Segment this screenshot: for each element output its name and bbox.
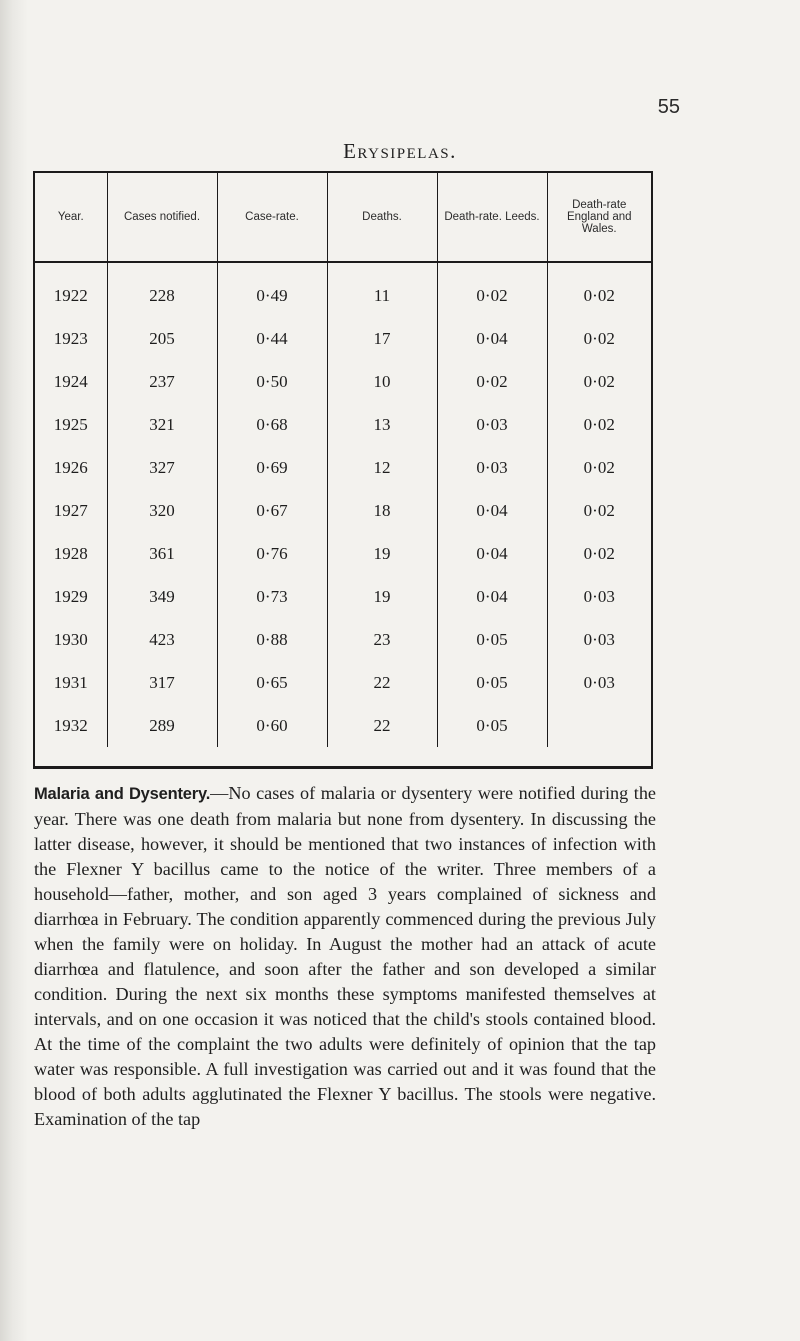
header-death-rate-leeds: Death-rate. Leeds. xyxy=(437,173,547,262)
cell-year: 1929 xyxy=(35,575,107,618)
cell-death-rate-leeds: 0·03 xyxy=(437,403,547,446)
cell-deaths: 17 xyxy=(327,317,437,360)
table-row xyxy=(35,661,651,704)
table-row xyxy=(35,317,651,360)
table-row xyxy=(35,704,651,747)
cell-death-rate-leeds: 0·05 xyxy=(437,704,547,747)
cell-cases: 205 xyxy=(107,317,217,360)
cell-death-rate-england-wales xyxy=(547,704,651,747)
cell-deaths: 22 xyxy=(327,661,437,704)
cell-death-rate-leeds: 0·04 xyxy=(437,575,547,618)
header-case-rate: Case-rate. xyxy=(217,173,327,262)
header-cases-notified: Cases notified. xyxy=(107,173,217,262)
header-death-rate-england-wales: Death-rate England and Wales. xyxy=(547,173,651,262)
section-text: —No cases of malaria or dysentery were notified during the year. There was one death from malaria but none from dysentery. In discussing the latter disease, however, it should be mentioned that two instances of infection with the Flexner Y bacillus came to the notice of the writer. Three members of a household—father, mother, and son aged 3 years complained of sickness and diarrhœa in February. The condition apparently commenced during the previous July when the family were on holiday. In August the mother had an attack of acute diarrhœa and flatulence, and soon after the father and son developed a similar condition. During the next six months these symptoms manifested themselves at intervals, and on one occasion it was noticed that the child's stools contained blood. At the time of the complaint the two adults were definitely of opinion that the tap water was responsible. A full investigation was carried out and it was found that the blood of both adults agglutinated the Flexner Y bacillus. The stools were negative. Examination of the tap xyxy=(34,783,656,1129)
cell-year: 1930 xyxy=(35,618,107,661)
cell-cases: 349 xyxy=(107,575,217,618)
table-row xyxy=(35,360,651,403)
cell-year: 1924 xyxy=(35,360,107,403)
cell-cases: 327 xyxy=(107,446,217,489)
cell-death-rate-leeds: 0·02 xyxy=(437,360,547,403)
cell-cases: 289 xyxy=(107,704,217,747)
cell-deaths: 12 xyxy=(327,446,437,489)
cell-cases: 317 xyxy=(107,661,217,704)
cell-deaths: 19 xyxy=(327,575,437,618)
cell-deaths: 13 xyxy=(327,403,437,446)
cell-cases: 320 xyxy=(107,489,217,532)
body-paragraph xyxy=(34,781,656,1132)
paragraph xyxy=(34,781,656,1132)
cell-death-rate-leeds: 0·03 xyxy=(437,446,547,489)
table-row xyxy=(35,489,651,532)
cell-case-rate: 0·67 xyxy=(217,489,327,532)
table-row xyxy=(35,403,651,446)
cell-cases: 237 xyxy=(107,360,217,403)
cell-death-rate-england-wales: 0·02 xyxy=(583,414,615,434)
cell-death-rate-england-wales: 0·02 xyxy=(583,285,615,305)
cell-deaths: 19 xyxy=(327,532,437,575)
table-title: Erysipelas. xyxy=(343,139,457,163)
cell-case-rate: 0·69 xyxy=(217,446,327,489)
cell-cases: 423 xyxy=(107,618,217,661)
header-deaths: Deaths. xyxy=(327,173,437,262)
cell-death-rate-england-wales: 0·02 xyxy=(583,457,615,477)
erysipelas-table xyxy=(33,171,653,769)
cell-case-rate: 0·49 xyxy=(217,262,327,317)
cell-case-rate: 0·73 xyxy=(217,575,327,618)
cell-case-rate: 0·65 xyxy=(217,661,327,704)
cell-case-rate: 0·60 xyxy=(217,704,327,747)
cell-death-rate-england-wales: 0·03 xyxy=(583,672,615,692)
cell-death-rate-england-wales: 0·02 xyxy=(583,371,615,391)
cell-case-rate: 0·76 xyxy=(217,532,327,575)
header-year: Year. xyxy=(35,173,107,262)
cell-death-rate-leeds: 0·05 xyxy=(437,618,547,661)
cell-year: 1927 xyxy=(35,489,107,532)
page-number: 55 xyxy=(657,96,680,118)
data-table xyxy=(35,173,651,747)
section-heading: Malaria and Dysentery. xyxy=(34,785,211,803)
cell-death-rate-england-wales: 0·03 xyxy=(583,629,615,649)
cell-cases: 321 xyxy=(107,403,217,446)
table-row xyxy=(35,262,651,317)
cell-death-rate-england-wales: 0·02 xyxy=(583,543,615,563)
cell-deaths: 11 xyxy=(327,262,437,317)
table-row xyxy=(35,532,651,575)
table-row xyxy=(35,618,651,661)
cell-case-rate: 0·44 xyxy=(217,317,327,360)
cell-death-rate-england-wales: 0·02 xyxy=(583,500,615,520)
cell-death-rate-england-wales: 0·03 xyxy=(583,586,615,606)
cell-death-rate-leeds: 0·05 xyxy=(437,661,547,704)
cell-case-rate: 0·68 xyxy=(217,403,327,446)
table-row xyxy=(35,575,651,618)
cell-deaths: 18 xyxy=(327,489,437,532)
cell-year: 1932 xyxy=(35,704,107,747)
cell-death-rate-england-wales: 0·02 xyxy=(583,328,615,348)
cell-deaths: 23 xyxy=(327,618,437,661)
cell-year: 1928 xyxy=(35,532,107,575)
cell-case-rate: 0·50 xyxy=(217,360,327,403)
cell-year: 1922 xyxy=(35,262,107,317)
cell-death-rate-leeds: 0·04 xyxy=(437,317,547,360)
cell-deaths: 22 xyxy=(327,704,437,747)
cell-death-rate-leeds: 0·02 xyxy=(437,262,547,317)
cell-year: 1926 xyxy=(35,446,107,489)
cell-cases: 361 xyxy=(107,532,217,575)
cell-deaths: 10 xyxy=(327,360,437,403)
cell-cases: 228 xyxy=(107,262,217,317)
cell-death-rate-leeds: 0·04 xyxy=(437,489,547,532)
cell-year: 1931 xyxy=(35,661,107,704)
cell-year: 1923 xyxy=(35,317,107,360)
table-row xyxy=(35,446,651,489)
cell-case-rate: 0·88 xyxy=(217,618,327,661)
page-edge-shadow xyxy=(0,0,28,1341)
cell-death-rate-leeds: 0·04 xyxy=(437,532,547,575)
table-header-row xyxy=(35,173,651,262)
cell-year: 1925 xyxy=(35,403,107,446)
